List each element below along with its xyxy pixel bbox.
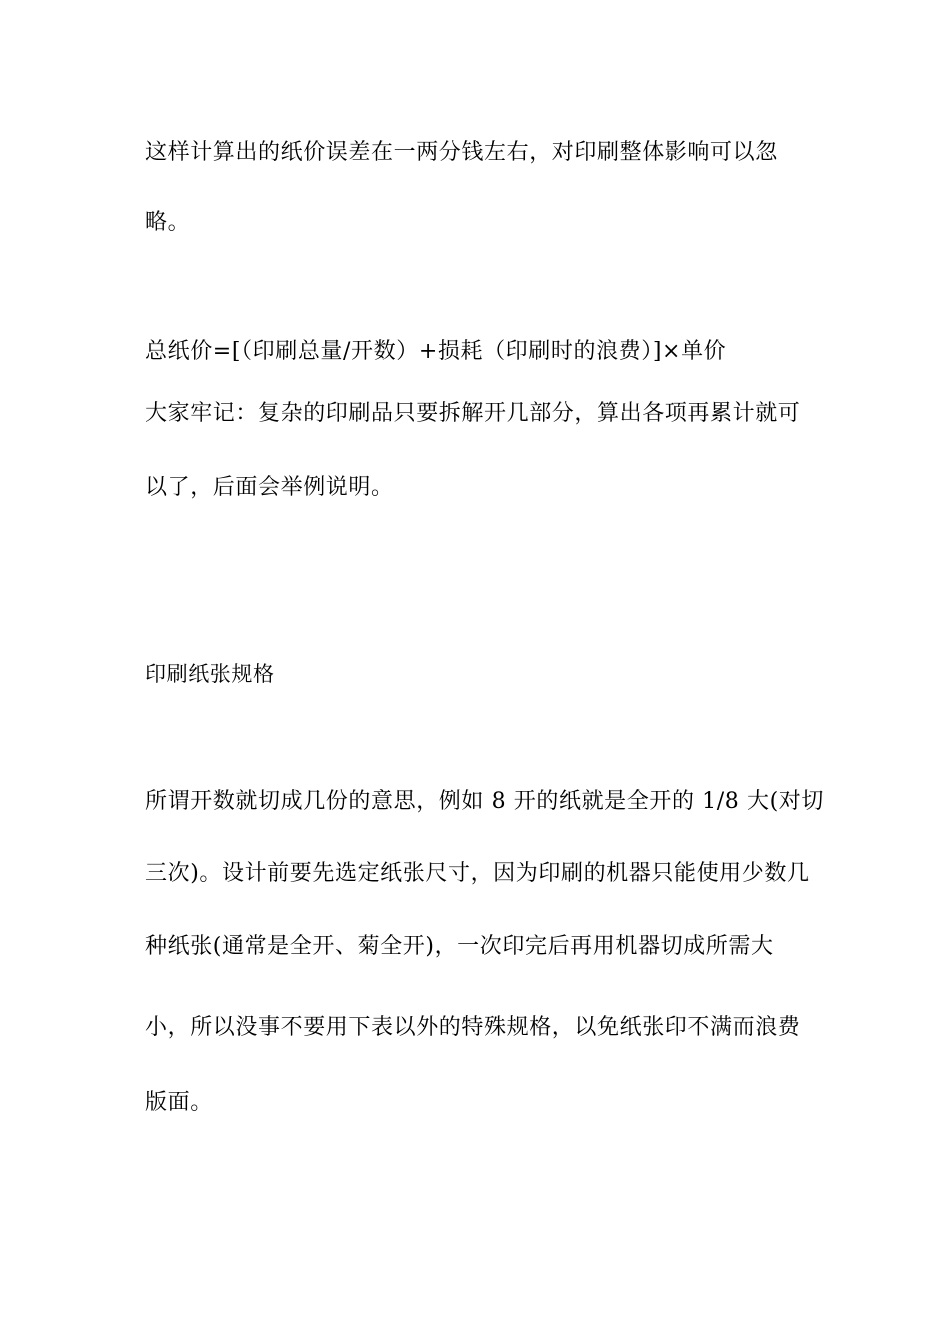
paragraph-1-line-1: 这样计算出的纸价误差在一两分钱左右，对印刷整体影响可以忽 [145,140,778,165]
paragraph-2-line-2: 以了，后面会举例说明。 [145,475,394,500]
paragraph-3-line-4: 小，所以没事不要用下表以外的特殊规格，以免纸张印不满而浪费 [145,1015,801,1040]
paragraph-3-line-5: 版面。 [145,1090,213,1115]
paragraph-3-line-1: 所谓开数就切成几份的意思，例如 8 开的纸就是全开的 1/8 大(对切 [145,789,824,814]
paragraph-2-line-1: 大家牢记：复杂的印刷品只要拆解开几部分，算出各项再累计就可 [145,401,801,426]
paper-price-formula: 总纸价=[（印刷总量/开数）+损耗（印刷时的浪费）]×单价 [145,339,727,364]
paragraph-1-line-2: 略。 [145,210,191,235]
paragraph-3-line-3: 种纸张(通常是全开、菊全开)，一次印完后再用机器切成所需大 [145,934,774,959]
section-heading: 印刷纸张规格 [145,662,275,686]
paragraph-3-line-2: 三次)。设计前要先选定纸张尺寸，因为印刷的机器只能使用少数几 [145,861,810,886]
